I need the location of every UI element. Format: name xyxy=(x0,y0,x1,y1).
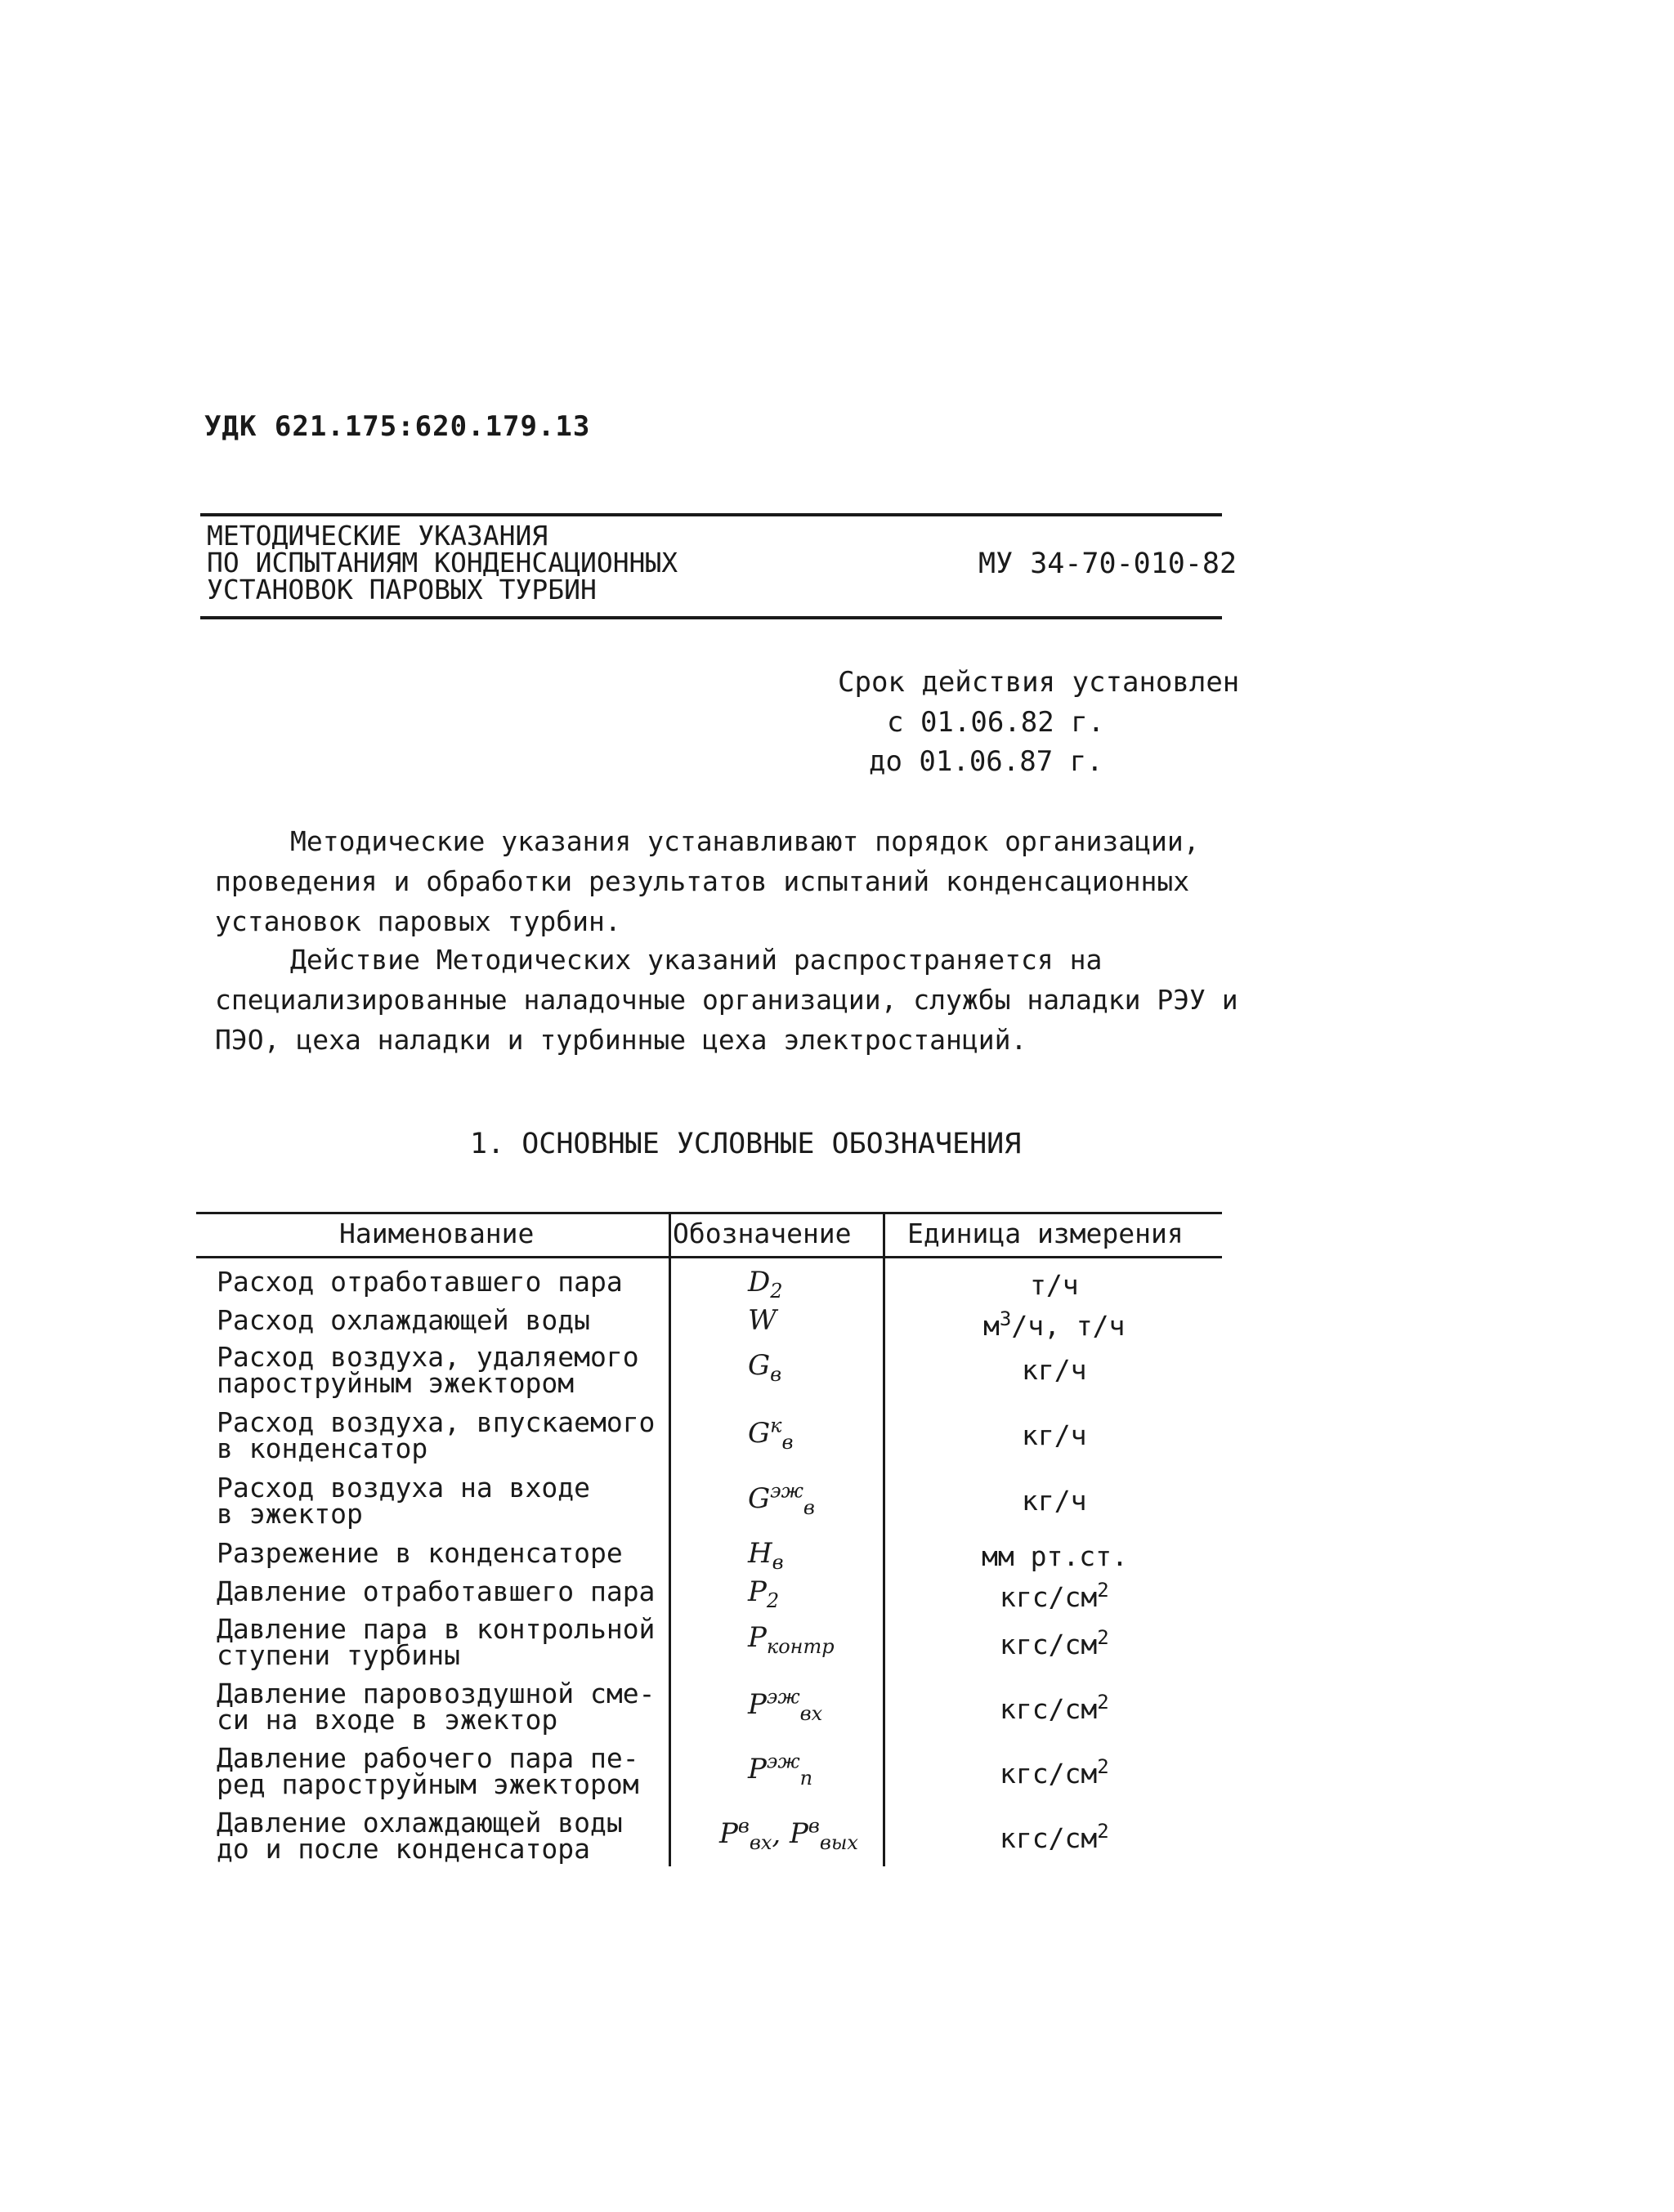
validity-line-3: до 01.06.87 г. xyxy=(869,745,1103,778)
section-heading: 1. ОСНОВНЫЕ УСЛОВНЫЕ ОБОЗНАЧЕНИЯ xyxy=(470,1128,1022,1160)
table-cell-unit: кгс/$см^2$ xyxy=(1000,1820,1109,1854)
table-cell-symbol: $H_в$ xyxy=(748,1537,784,1574)
table-cell-symbol: W xyxy=(748,1304,777,1337)
table-cell-unit: кг/ч xyxy=(1022,1485,1087,1517)
table-cell-name: Давление паровоздушной сме- си на входе в эжектор xyxy=(217,1678,656,1736)
table-cell-name: Разрежение в конденсаторе xyxy=(217,1537,623,1569)
table-cell-unit: кг/ч xyxy=(1022,1354,1087,1386)
table-header-unit: Единица измерения xyxy=(907,1218,1184,1249)
table-cell-unit: мм рт.ст. xyxy=(982,1540,1128,1572)
table-column-divider xyxy=(883,1213,885,1866)
table-cell-name: Давление отработавшего пара xyxy=(217,1575,656,1607)
table-cell-symbol: $P^в_{вх}$, $P^в_{вых}$ xyxy=(719,1815,858,1855)
table-rule-top xyxy=(196,1212,1222,1214)
table-cell-unit: кгс/$см^2$ xyxy=(1000,1691,1109,1725)
table-cell-name: Расход воздуха, удаляемого пароструйным эжектором xyxy=(217,1341,639,1399)
validity-line-2: с 01.06.82 г. xyxy=(887,706,1105,739)
table-cell-symbol: $P_{контр}$ xyxy=(748,1621,835,1658)
table-cell-unit: кгс/$см^2$ xyxy=(1000,1579,1109,1613)
table-cell-unit: кгс/$см^2$ xyxy=(1000,1626,1109,1660)
doc-title-line-2: ПО ИСПЫТАНИЯМ КОНДЕНСАЦИОННЫХ xyxy=(207,547,678,579)
doc-code: МУ 34-70-010-82 xyxy=(978,547,1238,580)
table-cell-unit: кгс/$см^2$ xyxy=(1000,1755,1109,1790)
table-cell-unit: т/ч xyxy=(1030,1269,1079,1301)
table-rule-header xyxy=(196,1256,1222,1258)
table-cell-name: Расход воздуха на входе в эжектор xyxy=(217,1472,590,1530)
table-cell-unit: кг/ч xyxy=(1022,1419,1087,1451)
table-cell-symbol: $P^{эж}_{вх}$ xyxy=(748,1686,823,1726)
table-cell-symbol: $G^к_в$ xyxy=(748,1414,794,1455)
table-cell-symbol: $G_в$ xyxy=(748,1349,782,1386)
udc-code: УДК 621.175:620.179.13 xyxy=(204,410,591,443)
doc-title-line-1: МЕТОДИЧЕСКИЕ УКАЗАНИЯ xyxy=(207,520,548,552)
header-rule-top xyxy=(200,513,1222,516)
table-cell-symbol: $D_2$ xyxy=(748,1266,783,1303)
table-cell-name: Расход воздуха, впускаемого в конденсатор xyxy=(217,1406,656,1464)
table-cell-symbol: $P_2$ xyxy=(748,1575,780,1612)
table-cell-name: Давление пара в контрольной ступени турбины xyxy=(217,1613,656,1671)
table-header-symbol: Обозначение xyxy=(673,1218,852,1249)
table-cell-name: Расход отработавшего пара xyxy=(217,1266,623,1298)
table-cell-name: Давление рабочего пара пе- ред пароструйным эжектором xyxy=(217,1742,639,1800)
table-column-divider xyxy=(669,1213,671,1866)
table-cell-symbol: $G^{эж}_в$ xyxy=(748,1480,815,1520)
paragraph-2: Действие Методических указаний распространяется на специализированные наладочные организации, службы наладки РЭУ и ПЭО, цеха наладки и турбинные цеха электростанций. xyxy=(215,944,1238,1056)
table-cell-unit: $м^3/ч$, т/ч xyxy=(983,1307,1126,1342)
validity-line-1: Срок действия установлен xyxy=(838,666,1240,699)
doc-title-line-3: УСТАНОВОК ПАРОВЫХ ТУРБИН xyxy=(207,574,597,606)
table-cell-symbol: $P^{эж}_п$ xyxy=(748,1750,813,1790)
table-cell-name: Давление охлаждающей воды до и после конденсатора xyxy=(217,1807,623,1865)
paragraph-1: Методические указания устанавливают порядок организации, проведения и обработки результатов испытаний конденсационных установок паровых турбин. xyxy=(215,825,1200,937)
header-rule-bottom xyxy=(200,616,1222,619)
table-header-name: Наименование xyxy=(339,1218,535,1249)
table-cell-name: Расход охлаждающей воды xyxy=(217,1304,590,1336)
